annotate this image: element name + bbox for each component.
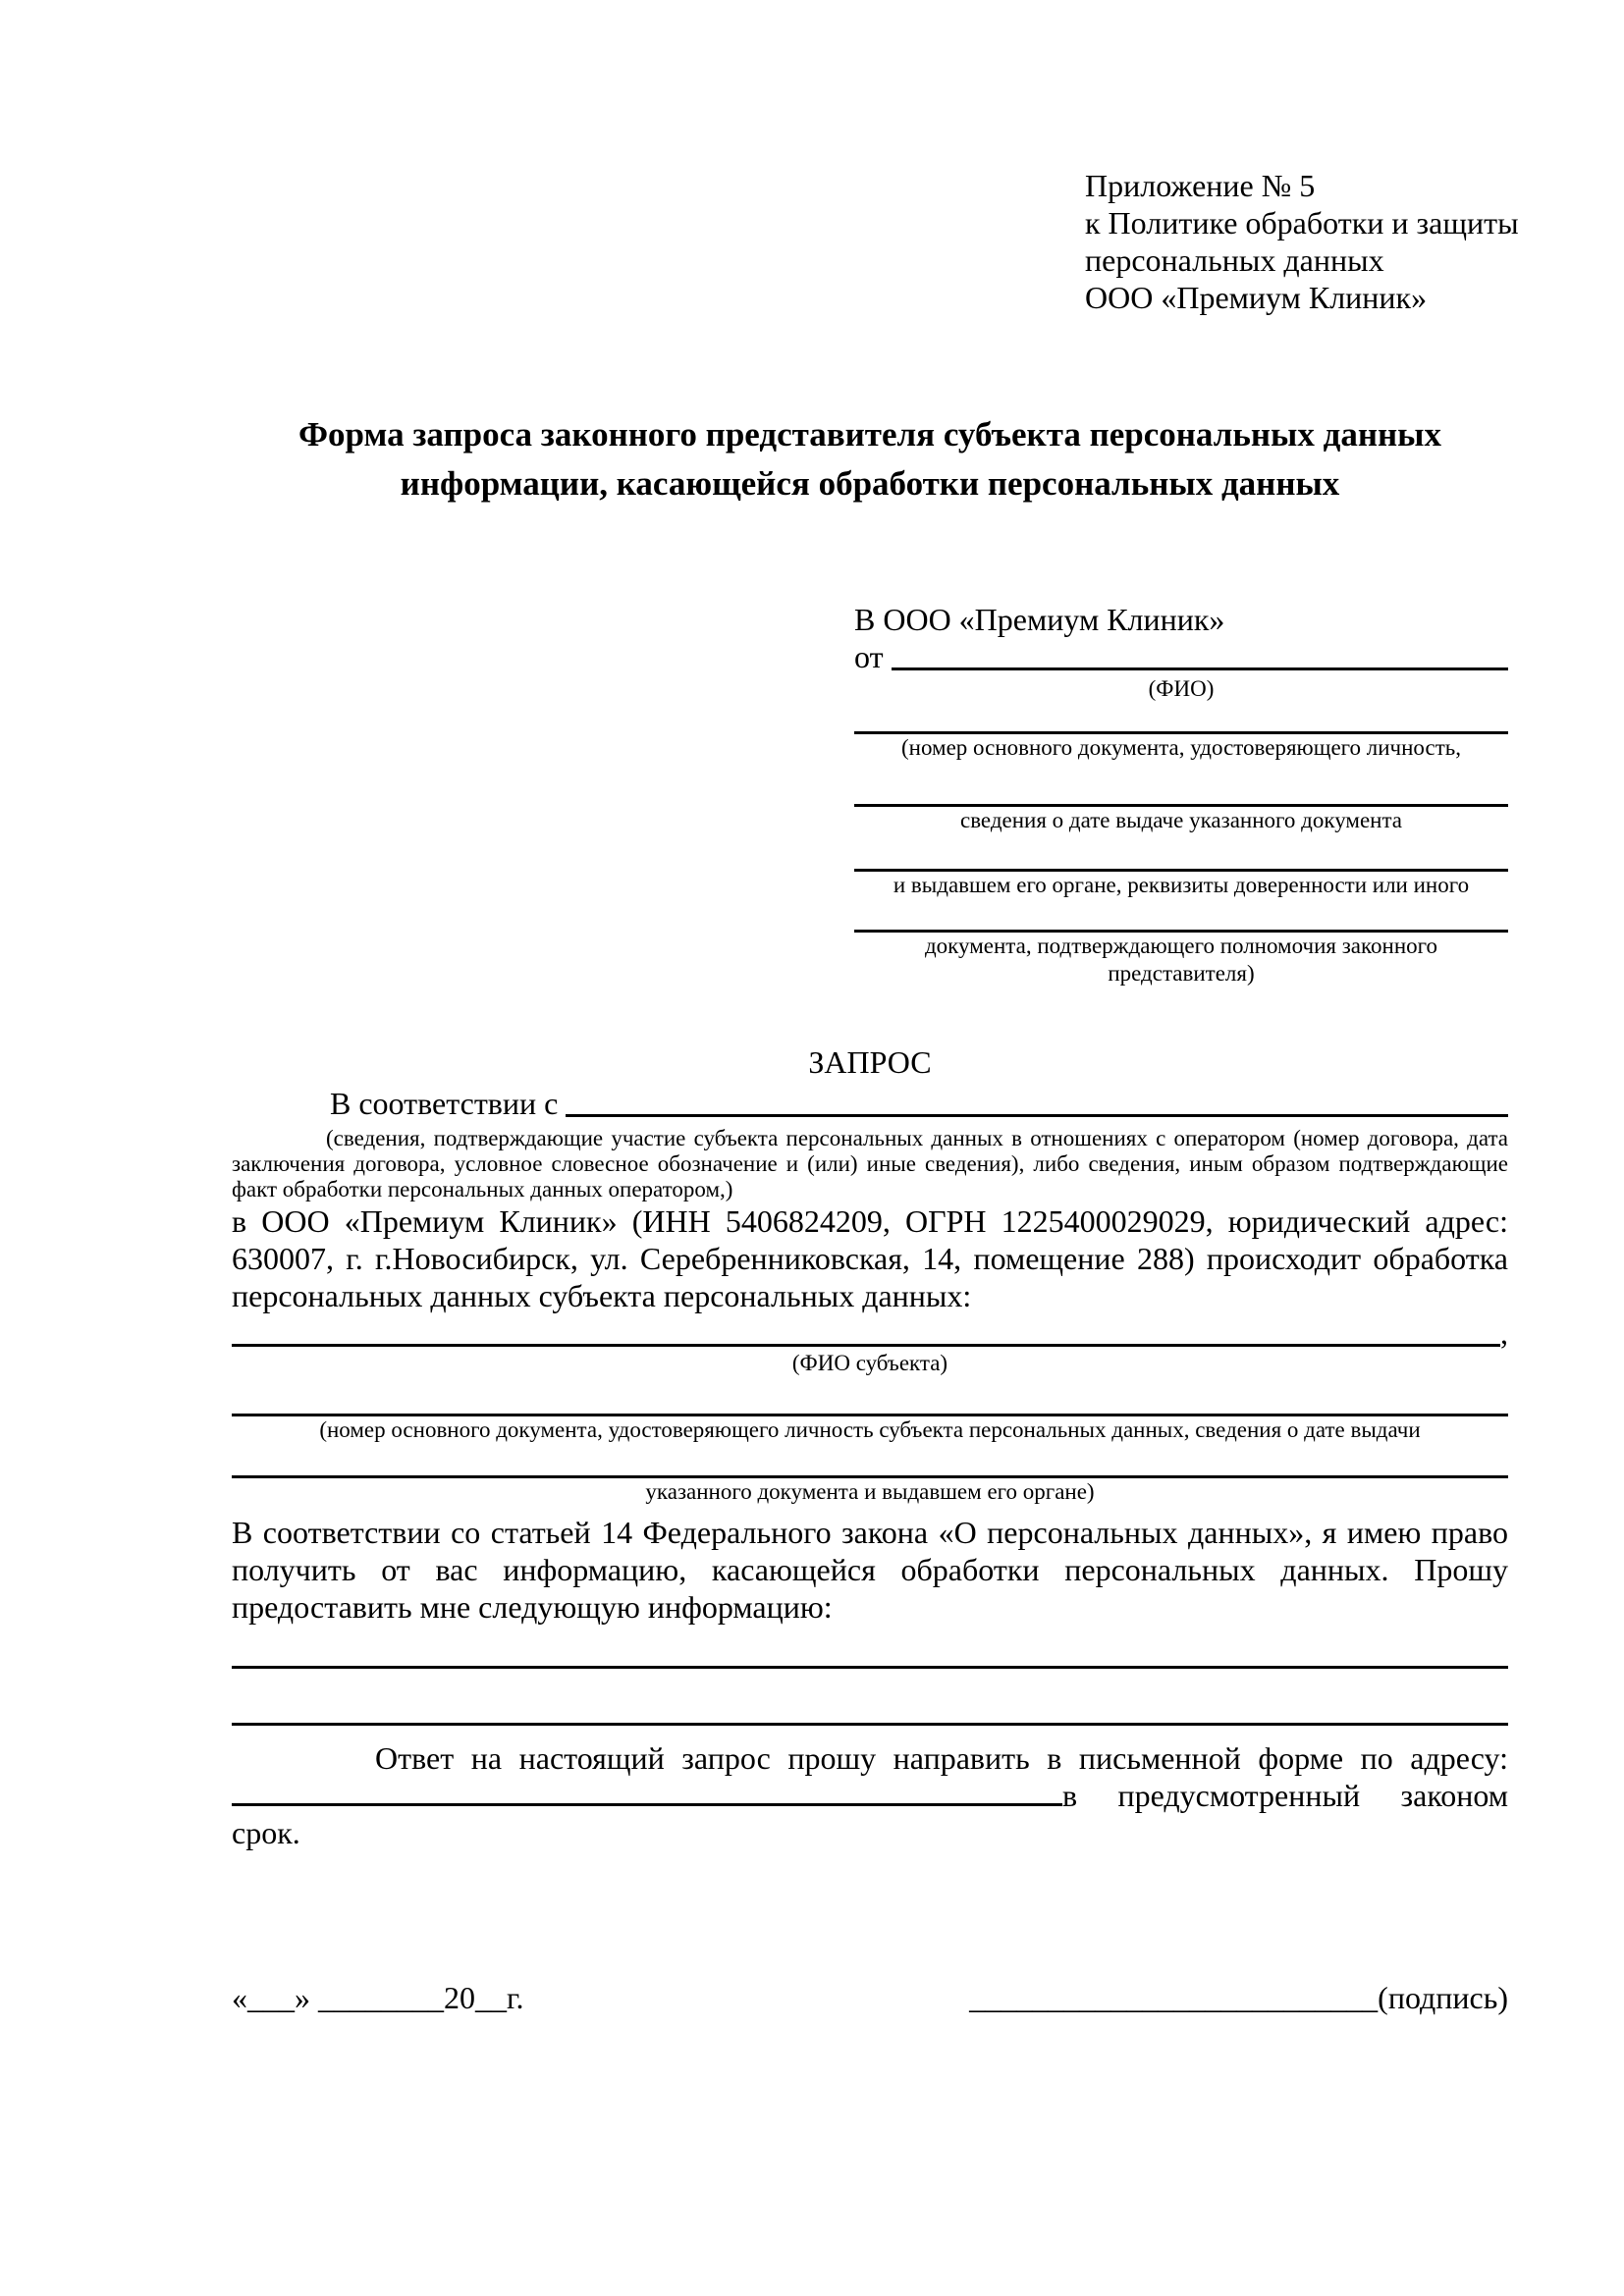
intro-footnote: (сведения, подтверждающие участие субъекта персональных данных в отношениях с оператором (номер договора, дата заключения договора, условное словесное обозначение и (или) иные сведения), либо сведения, иным образом подтверждающие факт обработки персональных данных оператором,)	[232, 1126, 1508, 1201]
intro-blank-line	[566, 1085, 1508, 1117]
subject-fio-caption: (ФИО субъекта)	[791, 1351, 948, 1375]
document-title: Форма запроса законного представителя субъекта персональных данных информации, касающейся обработки персональных данных	[298, 415, 1441, 503]
rights-paragraph: В соответствии со статьей 14 Федерального закона «О персональных данных», я имею право получить от вас информацию, касающейся обработки персональных данных. Прошу предоставить мне следующую информацию:	[232, 1515, 1508, 1625]
annex-line: ООО «Премиум Клиник»	[1085, 280, 1428, 315]
signature-field	[969, 1979, 1508, 2016]
representative-doc-field	[854, 899, 1508, 988]
info-blank-line-1	[232, 1626, 1508, 1669]
address-blank-line	[232, 1797, 1062, 1806]
fio-caption: (ФИО)	[1148, 676, 1215, 701]
subject-fio-line-spacer	[232, 1314, 1508, 1327]
operator-paragraph: в ООО «Премиум Клиник» (ИНН 5406824209, ОГРН 1225400029029, юридический адрес: 630007, г. г.Новосибирск, ул. Серебренниковская, 14, помещение 288) происходит обработка персональных данных субъекта персональных данных:	[232, 1203, 1508, 1313]
field-caption: документа, подтверждающего полномочия законного представителя)	[924, 934, 1437, 986]
info-blank-line-2	[232, 1669, 1508, 1726]
annex-line: персональных данных	[1085, 242, 1384, 278]
subject-doc-field	[232, 1377, 1508, 1444]
from-label: от	[854, 639, 884, 674]
annex-line: Приложение № 5	[1085, 168, 1316, 203]
subject-doc-field	[232, 1444, 1508, 1506]
intro-label: В соответствии с	[330, 1086, 559, 1121]
signature-blank-line: __________________________	[969, 1980, 1379, 2015]
field-caption: (номер основного документа, удостоверяющего личность,	[900, 735, 1461, 760]
subject-doc-caption-2: указанного документа и выдавшем его органе)	[645, 1479, 1095, 1504]
representative-doc-field	[854, 834, 1508, 899]
blank-field-line	[854, 762, 1508, 807]
subject-doc-caption-1: (номер основного документа, удостоверяющего личность субъекта персональных данных, сведения о дате выдачи	[319, 1417, 1421, 1442]
blank-field-line	[854, 834, 1508, 872]
date-field: «___» ________20__г.	[232, 1980, 524, 2015]
signature-caption: (подпись)	[1378, 1980, 1508, 2015]
date-signature-row	[232, 1979, 1508, 2016]
addressee-block	[854, 601, 1508, 988]
from-blank-line	[892, 638, 1508, 670]
representative-doc-field	[854, 762, 1508, 834]
reply-text-before: Ответ на настоящий запрос прошу направить в письменной форме по адресу:	[375, 1740, 1508, 1776]
subject-doc-line-1	[232, 1377, 1508, 1416]
annex-line: к Политике обработки и защиты	[1085, 205, 1519, 240]
annex-block	[1085, 167, 1519, 316]
subject-fio-comma: ,	[1500, 1315, 1508, 1351]
from-row	[854, 638, 1508, 675]
subject-fio-line	[232, 1344, 1500, 1347]
blank-field-line	[854, 703, 1508, 734]
representative-doc-field	[854, 703, 1508, 762]
intro-row	[232, 1085, 1508, 1122]
reply-text-after: в предусмотренный законом срок.	[232, 1778, 1508, 1850]
field-caption: и выдавшем его органе, реквизиты доверенности или иного	[893, 873, 1470, 897]
reply-paragraph	[232, 1739, 1508, 1851]
organization-line: В ООО «Премиум Клиник»	[854, 602, 1225, 637]
subject-doc-line-2	[232, 1444, 1508, 1478]
request-heading: ЗАПРОС	[808, 1044, 932, 1080]
field-caption: сведения о дате выдаче указанного документа	[959, 808, 1403, 832]
blank-field-line	[854, 899, 1508, 933]
